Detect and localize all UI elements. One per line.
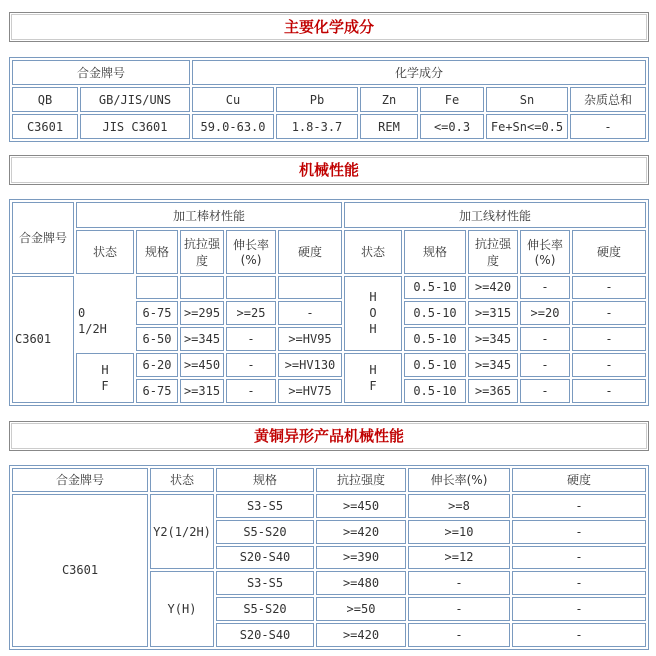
cell: JIS C3601 [80,114,190,139]
cell: - [226,327,276,351]
cell: - [520,276,570,300]
cell: REM [360,114,418,139]
cell: - [572,276,646,300]
cell: - [226,379,276,403]
cell: >=450 [180,353,224,377]
cell: - [512,623,646,647]
col-state: 状态 [150,468,214,492]
cell: >=295 [180,301,224,325]
cell: C3601 [12,114,78,139]
cell: >=420 [468,276,518,300]
state-line: H [369,322,377,337]
cell [180,276,224,300]
cell: >=10 [408,520,510,544]
cell: - [512,494,646,518]
bar-state-cell [76,276,134,352]
cell [136,276,178,300]
cell: >=420 [316,520,406,544]
cell: - [572,327,646,351]
cell [278,276,342,300]
cell: <=0.3 [420,114,484,139]
cell: S5-S20 [216,597,314,621]
col-sn: Sn [486,87,568,112]
state-cell: Y2(1/2H) [150,494,214,570]
col-qb: QB [12,87,78,112]
col-gb: GB/JIS/UNS [80,87,190,112]
cell: - [512,571,646,595]
sub-spec: 规格 [136,230,178,273]
cell: >=HV95 [278,327,342,351]
wire-state-cell [344,353,402,403]
col-spec: 规格 [216,468,314,492]
header-alloy: 合金牌号 [12,60,190,85]
header-chem: 化学成分 [192,60,646,85]
cell: >=420 [316,623,406,647]
cell: >=480 [316,571,406,595]
state-line: 1/2H [78,322,107,337]
state-line: F [369,379,377,394]
section-title-brass-profile: 黄铜异形产品机械性能 [9,421,649,451]
cell: 6-75 [136,301,178,325]
cell: 59.0-63.0 [192,114,274,139]
cell: - [520,327,570,351]
cell: >=8 [408,494,510,518]
cell: - [572,301,646,325]
state-line: H [101,363,109,378]
sub-state: 状态 [76,230,134,273]
cell: 6-20 [136,353,178,377]
cell: - [408,597,510,621]
cell: S20-S40 [216,623,314,647]
cell: S20-S40 [216,546,314,570]
alloy-cell: C3601 [12,494,148,647]
sub-tensile: 抗拉强度 [468,230,518,273]
sub-hardness: 硬度 [278,230,342,273]
cell: >=20 [520,301,570,325]
cell: >=25 [226,301,276,325]
cell: - [570,114,646,139]
cell: >=345 [180,327,224,351]
cell [226,276,276,300]
cell: 0.5-10 [404,353,466,377]
cell: >=HV130 [278,353,342,377]
cell: S5-S20 [216,520,314,544]
col-fe: Fe [420,87,484,112]
cell: >=315 [180,379,224,403]
mechanical-properties-table [9,199,649,406]
chemical-composition-table [9,57,649,142]
header-bar: 加工棒材性能 [76,202,342,228]
cell: - [226,353,276,377]
state-line: F [101,379,109,394]
cell: 1.8-3.7 [276,114,358,139]
state-line: H [369,290,377,305]
sub-spec: 规格 [404,230,466,273]
cell: 0.5-10 [404,301,466,325]
cell: 6-75 [136,379,178,403]
col-elongation: 伸长率(%) [408,468,510,492]
cell: >=50 [316,597,406,621]
cell: - [520,353,570,377]
cell: S3-S5 [216,571,314,595]
col-alloy: 合金牌号 [12,468,148,492]
state-line: O [369,306,377,321]
state-line [78,289,132,305]
section-title-mechanical: 机械性能 [9,155,649,185]
section-title-chemical: 主要化学成分 [9,12,649,42]
col-tensile: 抗拉强度 [316,468,406,492]
cell: >=HV75 [278,379,342,403]
state-line: 0 [78,306,86,321]
col-impurity: 杂质总和 [570,87,646,112]
wire-state-cell [344,276,402,352]
cell: - [408,571,510,595]
sub-elongation: 伸长率(%) [226,230,276,273]
cell: - [512,546,646,570]
brass-profile-table [9,465,649,650]
col-pb: Pb [276,87,358,112]
header-wire: 加工线材性能 [344,202,646,228]
cell: - [512,597,646,621]
col-cu: Cu [192,87,274,112]
col-zn: Zn [360,87,418,112]
sub-hardness: 硬度 [572,230,646,273]
cell: - [572,379,646,403]
cell: Fe+Sn<=0.5 [486,114,568,139]
state-line: H [369,363,377,378]
header-alloy: 合金牌号 [12,202,74,274]
cell: >=315 [468,301,518,325]
cell: - [278,301,342,325]
cell: 0.5-10 [404,276,466,300]
cell: >=390 [316,546,406,570]
cell: >=450 [316,494,406,518]
sub-tensile: 抗拉强度 [180,230,224,273]
cell: 6-50 [136,327,178,351]
cell: - [520,379,570,403]
cell: 0.5-10 [404,379,466,403]
sub-state: 状态 [344,230,402,273]
state-cell: Y(H) [150,571,214,647]
col-hardness: 硬度 [512,468,646,492]
sub-elongation: 伸长率(%) [520,230,570,273]
cell: >=365 [468,379,518,403]
cell: >=345 [468,353,518,377]
alloy-cell: C3601 [12,276,74,404]
cell: - [572,353,646,377]
cell: 0.5-10 [404,327,466,351]
cell: S3-S5 [216,494,314,518]
cell: - [512,520,646,544]
cell: - [408,623,510,647]
cell: >=345 [468,327,518,351]
bar-state-cell [76,353,134,403]
cell: >=12 [408,546,510,570]
